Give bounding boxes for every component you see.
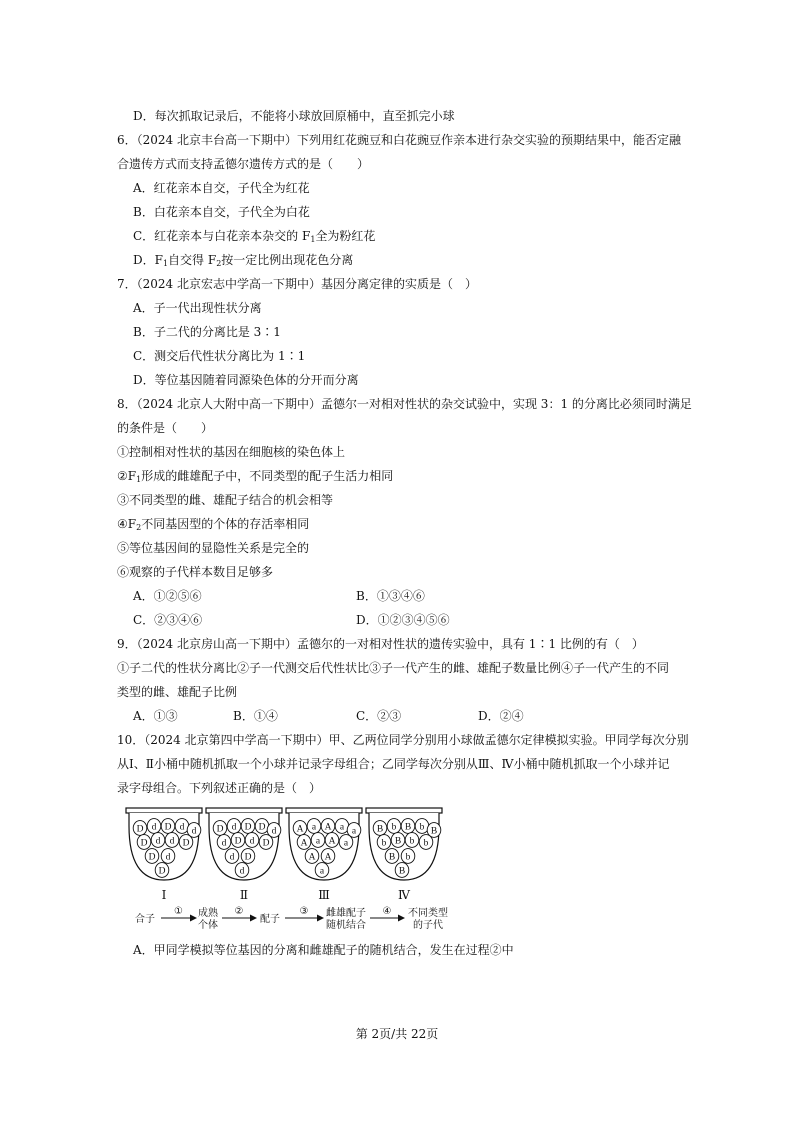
ball-label: b [381, 838, 387, 849]
q10-stem-line-1: 10．（2024 北京第四中学高一下期中）甲、乙两位同学分别用小球做孟德尔定律模拟实验。甲同学每次分别 [117, 733, 689, 747]
ball-label: d [229, 852, 235, 863]
ball-label: A [308, 852, 316, 863]
bucket-4 [366, 808, 442, 902]
ball-label: d [249, 836, 255, 847]
q8-option-d: D．①②③④⑤⑥ [356, 613, 450, 627]
q9-option-b: B．①④ [233, 709, 278, 723]
flow-mature-1: 成熟 [198, 908, 218, 919]
buckets-layer [126, 808, 442, 902]
ball-label: a [319, 866, 325, 877]
ball-label: A [324, 852, 332, 863]
q10-option-a: A．甲同学模拟等位基因的分离和雌雄配子的随机结合，发生在过程②中 [133, 943, 514, 957]
q10-stem-line-2: 从Ⅰ、Ⅱ小桶中随机抓取一个小球并记录字母组合；乙同学每次分别从Ⅲ、Ⅳ小桶中随机抓取一个小球并记 [117, 757, 670, 771]
bucket-3 [286, 808, 362, 902]
ball-label: B [404, 822, 412, 833]
q7-option-d: D．等位基因随着同源染色体的分开而分离 [133, 373, 359, 387]
ball-label: d [221, 838, 227, 849]
q8-item-4: $④F_2$不同基因型的个体的存活率相同 [117, 517, 310, 532]
flow-mature-2: 个体 [198, 920, 218, 931]
q9-option-a: A．①③ [133, 709, 178, 723]
ball-label: D [148, 852, 156, 863]
ball-label: d [271, 826, 277, 837]
q8-option-c: C．②③④⑥ [133, 613, 203, 627]
ball-label: D [140, 838, 148, 849]
q6-option-c: C．红花亲本与白花亲本杂交的 $F_1$全为粉红花 [133, 229, 376, 244]
q9-option-d: D．②④ [478, 709, 524, 723]
q8-stem-line-2: 的条件是（ ） [117, 421, 214, 435]
q8-option-b: B．①③④⑥ [356, 589, 425, 603]
q9-option-c: C．②③ [356, 709, 402, 723]
bucket-2 [206, 808, 282, 902]
ball-label: A [300, 838, 308, 849]
flow-arrow-4-label: ④ [382, 906, 392, 917]
ball-label: d [179, 822, 185, 833]
q7-option-b: B．子二代的分离比是 3∶1 [133, 325, 281, 339]
ball-label: b [419, 822, 425, 833]
flow-fertilization-1: 雌雄配子 [326, 908, 366, 919]
ball-label: B [394, 836, 402, 847]
ball-label: d [191, 826, 197, 837]
flow-offspring-2: 的子代 [413, 920, 443, 931]
q8-item-3: ③不同类型的雌、雄配子结合的机会相等 [117, 493, 334, 507]
flow-zygote: 合子 [135, 914, 155, 925]
q10-stem-line-3: 录字母组合。下列叙述正确的是（ ） [117, 781, 322, 795]
ball-label: b [423, 838, 429, 849]
ball-label: d [239, 866, 245, 877]
q6-stem-line-2: 合遗传方式而支持孟德尔遗传方式的是（ ） [117, 157, 370, 171]
ball-label: D [158, 866, 166, 877]
page-footer: 第 2页/共 22页 [355, 1027, 439, 1041]
ball-label: d [155, 836, 161, 847]
ball-label: b [409, 836, 415, 847]
q7-option-a: A．子一代出现性状分离 [133, 301, 262, 315]
ball-label: A [324, 822, 332, 833]
bucket-rim [366, 808, 442, 813]
bucket-rim [286, 808, 362, 813]
q6-option-a: A．红花亲本自交，子代全为红花 [133, 181, 310, 195]
q8-stem-line-1: 8．（2024 北京人大附中高一下期中）孟德尔一对相对性状的杂交试验中，实现 3：1 的分离比必须同时满足 [117, 397, 692, 411]
ball-label: D [262, 838, 270, 849]
flow-arrow-1-label: ① [174, 906, 183, 917]
q5-option-d: D．每次抓取记录后，不能将小球放回原桶中，直至抓完小球 [133, 109, 455, 123]
ball-label: D [258, 822, 266, 833]
ball-label: a [311, 822, 317, 833]
q7-stem: 7．（2024 北京宏志中学高一下期中）基因分离定律的实质是（ ） [117, 277, 477, 291]
ball-label: B [430, 826, 438, 837]
ball-label: d [169, 836, 175, 847]
flow-gamete: 配子 [260, 914, 280, 925]
ball-label: D [182, 838, 190, 849]
bucket-label: Ⅱ [239, 888, 249, 902]
flow-fertilization-2: 随机结合 [326, 920, 366, 931]
ball-label: a [339, 822, 345, 833]
q8-item-6: ⑥观察的子代样本数目足够多 [117, 565, 274, 579]
bucket-figure [128, 800, 458, 940]
ball-label: B [376, 824, 384, 835]
q9-items-line-1: ①子二代的性状分离比②子一代测交后代性状比③子一代产生的雌、雄配子数量比例④子一代产生的不同 [117, 661, 670, 675]
ball-label: d [165, 852, 171, 863]
q8-option-a: A．①②⑤⑥ [133, 589, 202, 603]
q7-option-c: C．测交后代性状分离比为 1∶1 [133, 349, 306, 363]
q8-item-2: $②F_1$形成的雌雄配子中，不同类型的配子生活力相同 [117, 469, 394, 484]
ball-label: D [164, 822, 172, 833]
bucket-1 [126, 808, 202, 902]
ball-label: A [296, 824, 304, 835]
ball-label: a [315, 836, 321, 847]
flow-offspring-1: 不同类型 [408, 908, 448, 919]
ball-label: D [244, 822, 252, 833]
q9-stem: 9．（2024 北京房山高一下期中）孟德尔的一对相对性状的遗传实验中，具有 1∶1 比例的有（ ） [117, 637, 644, 651]
bucket-rim [126, 808, 202, 813]
ball-label: D [234, 836, 242, 847]
q6-option-d: D．$F_1$自交得 $F_2$按一定比例出现花色分离 [133, 253, 354, 268]
bucket-label: Ⅳ [398, 888, 410, 902]
q6-stem-line-1: 6．（2024 北京丰台高一下期中）下列用红花豌豆和白花豌豆作亲本进行杂交实验的预期结果中，能否定融 [117, 133, 681, 147]
ball-label: b [391, 822, 397, 833]
flow-diagram [135, 906, 448, 931]
ball-label: D [244, 852, 252, 863]
ball-label: A [328, 836, 336, 847]
ball-label: d [151, 822, 157, 833]
ball-label: b [405, 852, 411, 863]
ball-label: B [388, 852, 396, 863]
ball-label: D [136, 824, 144, 835]
q6-option-b: B．白花亲本自交，子代全为白花 [133, 205, 310, 219]
ball-label: a [351, 826, 357, 837]
ball-label: d [231, 822, 237, 833]
flow-arrow-3-label: ③ [299, 906, 309, 917]
bucket-rim [206, 808, 282, 813]
ball-label: D [216, 824, 224, 835]
ball-label: a [343, 838, 349, 849]
q8-item-1: ①控制相对性状的基因在细胞核的染色体上 [117, 445, 346, 459]
q8-item-5: ⑤等位基因间的显隐性关系是完全的 [117, 541, 310, 555]
bucket-label: Ⅰ [161, 888, 167, 902]
ball-label: B [398, 866, 406, 877]
bucket-label: Ⅲ [318, 888, 330, 902]
bucket-figure-svg [128, 800, 458, 940]
q9-items-line-2: 类型的雌、雄配子比例 [117, 685, 238, 699]
flow-arrow-2-label: ② [234, 906, 244, 917]
